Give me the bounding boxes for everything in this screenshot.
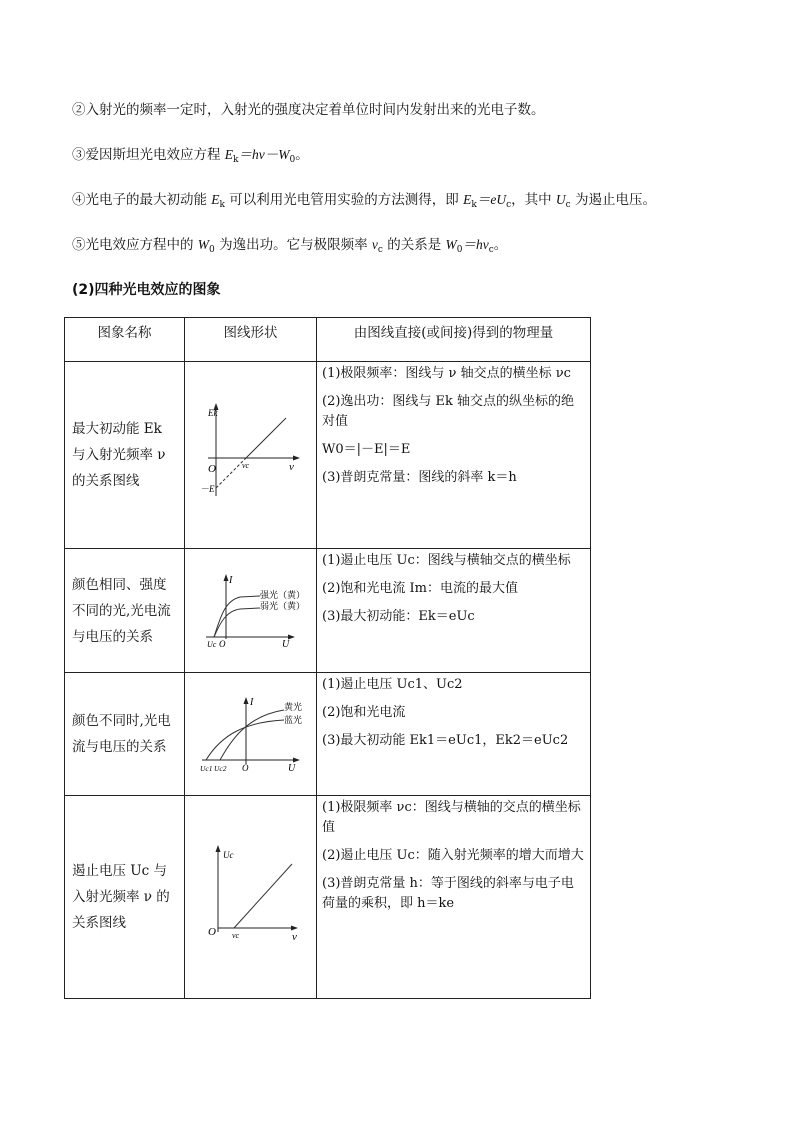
svg-text:Uc: Uc	[222, 850, 233, 860]
svg-text:强光（黄）: 强光（黄）	[259, 589, 305, 600]
header-name: 图象名称	[65, 318, 185, 362]
table-header-row	[65, 318, 591, 362]
current-voltage-intensity-graph	[196, 569, 306, 649]
svg-text:Uc2: Uc2	[213, 764, 226, 772]
svg-text:黄光: 黄光	[283, 702, 302, 712]
row1-desc: (1)极限频率：图线与 ν 轴交点的横坐标 νc (2)逸出功：图线与 Ek 轴交点的纵坐标的绝对值 W0＝|－E|＝E (3)普朗克常量：图线的斜率 k＝h	[317, 362, 591, 549]
header-shape: 图线形状	[185, 318, 317, 362]
row2-desc: (1)遏止电压 Uc：图线与横轴交点的横坐标 (2)饱和光电流 Im：电流的最大值 (3)最大初动能：Ek＝eUc	[317, 549, 591, 673]
svg-text:O: O	[241, 763, 248, 772]
svg-text:Uc: Uc	[206, 639, 216, 649]
svg-text:O: O	[207, 926, 216, 938]
current-voltage-color-graph	[196, 692, 306, 772]
svg-text:－E: －E	[199, 484, 214, 494]
row3-graph	[185, 673, 317, 796]
svg-text:νc: νc	[241, 461, 249, 470]
svg-text:νc: νc	[231, 931, 239, 940]
svg-text:U: U	[281, 638, 289, 649]
svg-text:Ek: Ek	[207, 408, 217, 418]
svg-text:Uc1: Uc1	[199, 764, 212, 772]
paragraph-5: ⑤光电效应方程中的 $W_0$ 为逸出功。它与极限频率 $\nu_c$ 的关系是 $W_0=h\nu_c$。	[72, 237, 508, 255]
graphs-table	[64, 317, 591, 999]
row4-name: 遏止电压 Uc 与入射光频率 ν 的关系图线	[65, 796, 185, 999]
row4-desc: (1)极限频率 νc：图线与横轴的交点的横坐标值 (2)遏止电压 Uc：随入射光频率的增大而增大 (3)普朗克常量 h：等于图线的斜率与电子电荷量的乘积，即 h＝ke	[317, 796, 591, 999]
header-quantities: 由图线直接(或间接)得到的物理量	[317, 318, 591, 362]
svg-text:I: I	[228, 574, 232, 586]
paragraph-2: ②入射光的频率一定时，入射光的强度决定着单位时间内发射出来的光电子数。	[72, 102, 545, 118]
svg-text:ν: ν	[291, 931, 297, 943]
row3-name: 颜色不同时,光电流与电压的关系	[65, 673, 185, 796]
svg-text:弱光（黄）: 弱光（黄）	[259, 600, 305, 611]
row1-graph	[185, 362, 317, 549]
table-row	[65, 549, 591, 673]
svg-text:I: I	[249, 697, 253, 708]
table-row	[65, 673, 591, 796]
row4-graph	[185, 796, 317, 999]
paragraph-3: ③爱因斯坦光电效应方程 $E_k=h\nu-W_0$。	[72, 147, 309, 165]
row2-name: 颜色相同、强度不同的光,光电流与电压的关系	[65, 549, 185, 673]
table-row	[65, 362, 591, 549]
table-row	[65, 796, 591, 999]
svg-text:U: U	[287, 763, 295, 772]
svg-text:O: O	[207, 463, 216, 475]
row1-name: 最大初动能 Ek 与入射光频率 ν 的关系图线	[65, 362, 185, 549]
paragraph-4: ④光电子的最大初动能 $E_k$ 可以利用光电管用实验的方法测得，即 $E_k=eU_c$，其中 $U_c$ 为遏止电压。	[72, 192, 657, 210]
ek-vs-frequency-graph	[196, 398, 306, 508]
row2-graph	[185, 549, 317, 673]
row3-desc: (1)遏止电压 Uc1、Uc2 (2)饱和光电流 (3)最大初动能 Ek1＝eUc1，Ek2＝eUc2	[317, 673, 591, 796]
stopping-voltage-vs-frequency-graph	[196, 840, 306, 950]
svg-text:O: O	[218, 638, 225, 649]
svg-text:蓝光: 蓝光	[283, 715, 302, 725]
section-title: (2)四种光电效应的图象	[72, 282, 221, 298]
svg-text:ν: ν	[288, 461, 294, 473]
